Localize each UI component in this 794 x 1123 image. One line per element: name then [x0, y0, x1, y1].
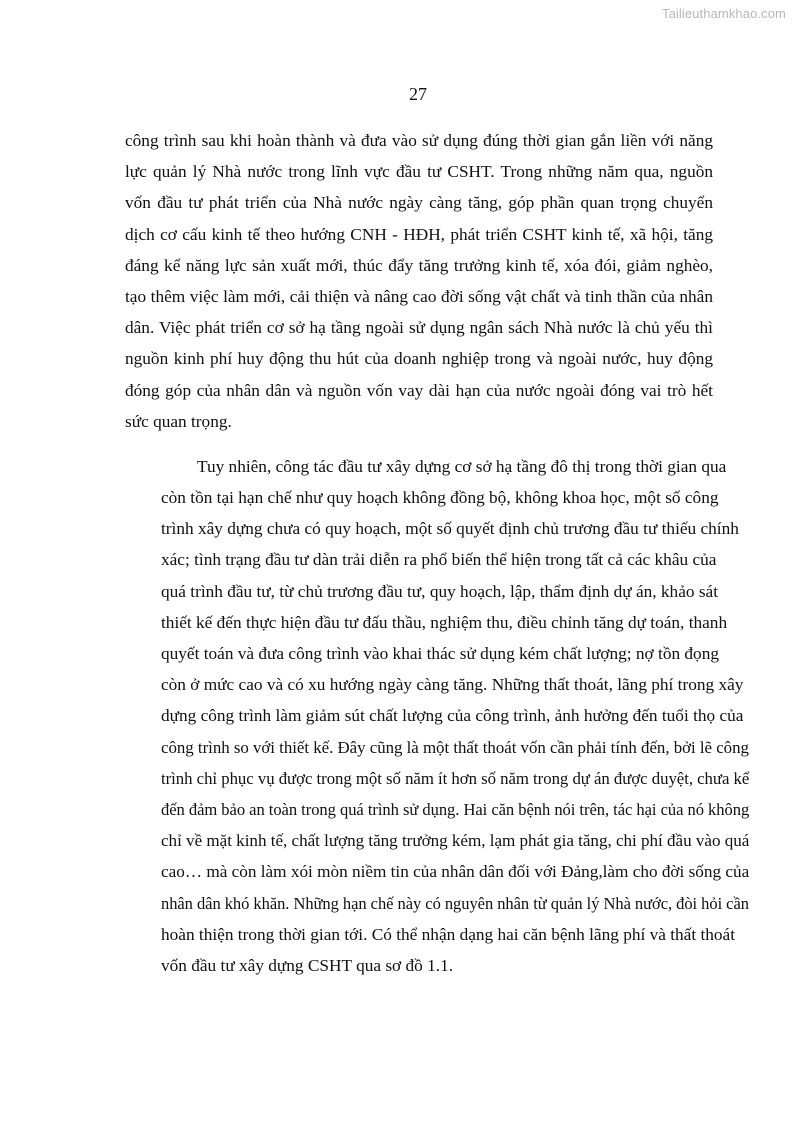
text-line: còn tồn tại hạn chế như quy hoạch không đồng bộ, không khoa học, một số công [161, 488, 719, 508]
text-line: vốn đầu tư phát triển của Nhà nước ngày càng tăng, góp phần quan trọng chuyển [125, 193, 713, 213]
text-line: xác; tình trạng đầu tư dàn trải diễn ra phổ biến thể hiện trong tất cả các khâu của [161, 550, 717, 570]
text-line: công trình sau khi hoàn thành và đưa vào sử dụng đúng thời gian gắn liền với năng [125, 131, 713, 150]
text-line: hoàn thiện trong thời gian tới. Có thể nhận dạng hai căn bệnh lãng phí và thất thoát [161, 924, 736, 944]
text-line: trình xây dựng chưa có quy hoạch, một số quyết định chủ trương đầu tư thiếu chính [161, 519, 739, 539]
text-line: dựng công trình làm giảm sút chất lượng của công trình, ảnh hưởng đến tuổi thọ của [161, 706, 744, 726]
text-line: vốn đầu tư xây dựng CSHT qua sơ đồ 1.1. [161, 955, 454, 975]
text-line: nhân dân khó khăn. Những hạn chế này có nguyên nhân từ quản lý Nhà nước, đòi hỏi cần [161, 893, 749, 913]
text-line: cao… mà còn làm xói mòn niềm tin của nhân dân đối với Đảng,làm cho đời sống của [161, 862, 750, 882]
text-line: thiết kế đến thực hiện đầu tư đấu thầu, nghiệm thu, điều chỉnh tăng dự toán, thanh [161, 612, 728, 632]
text-line: sức quan trọng. [125, 411, 232, 431]
text-line: quyết toán và đưa công trình vào khai thác sử dụng kém chất lượng; nợ tồn đọng [161, 644, 719, 663]
text-line: quá trình đầu tư, từ chủ trương đầu tư, quy hoạch, lập, thẩm định dự án, khảo sát [161, 581, 719, 601]
text-line: lực quản lý Nhà nước trong lĩnh vực đầu tư CSHT. Trong những năm qua, nguồn [125, 162, 713, 182]
text-line: dịch cơ cấu kinh tế theo hướng CNH - HĐH, phát triển CSHT kinh tế, xã hội, tăng [125, 224, 713, 244]
text-line: chỉ về mặt kinh tế, chất lượng tăng trưởng kém, lạm phát gia tăng, chi phí đầu vào quá [161, 831, 750, 851]
text-line: công trình so với thiết kế. Đây cũng là một thất thoát vốn cần phải tính đến, bởi lẽ công [161, 737, 749, 757]
text-line: đến đảm bảo an toàn trong quá trình sử dụng. Hai căn bệnh nói trên, tác hại của nó không [161, 799, 750, 819]
page-number: 27 [409, 84, 427, 104]
paragraph-1 [125, 125, 713, 437]
text-line: còn ở mức cao và có xu hướng ngày càng tăng. Những thất thoát, lãng phí trong xây [161, 675, 744, 695]
text-line: dân. Việc phát triển cơ sở hạ tầng ngoài sử dụng ngân sách Nhà nước là chủ yếu thì [125, 318, 713, 338]
watermark: Tailieuthamkhao.com [661, 6, 786, 21]
text-line: đáng kể năng lực sản xuất mới, thúc đẩy tăng trưởng kinh tế, xóa đói, giảm nghèo, [125, 255, 713, 275]
paragraph-2 [125, 451, 750, 981]
text-line: Tuy nhiên, công tác đầu tư xây dựng cơ sở hạ tầng đô thị trong thời gian qua [197, 456, 727, 476]
text-line: trình chỉ phục vụ được trong một số năm ít hơn số năm trong dự án được duyệt, chưa kể [161, 768, 750, 788]
text-line: tạo thêm việc làm mới, cải thiện và nâng cao đời sống vật chất và tinh thần của nhân [125, 286, 713, 306]
document-body [125, 125, 750, 981]
text-line: đóng góp của nhân dân và nguồn vốn vay dài hạn của nước ngoài đóng vai trò hết [125, 380, 713, 400]
text-line: nguồn kinh phí huy động thu hút của doanh nghiệp trong và ngoài nước, huy động [125, 349, 713, 369]
